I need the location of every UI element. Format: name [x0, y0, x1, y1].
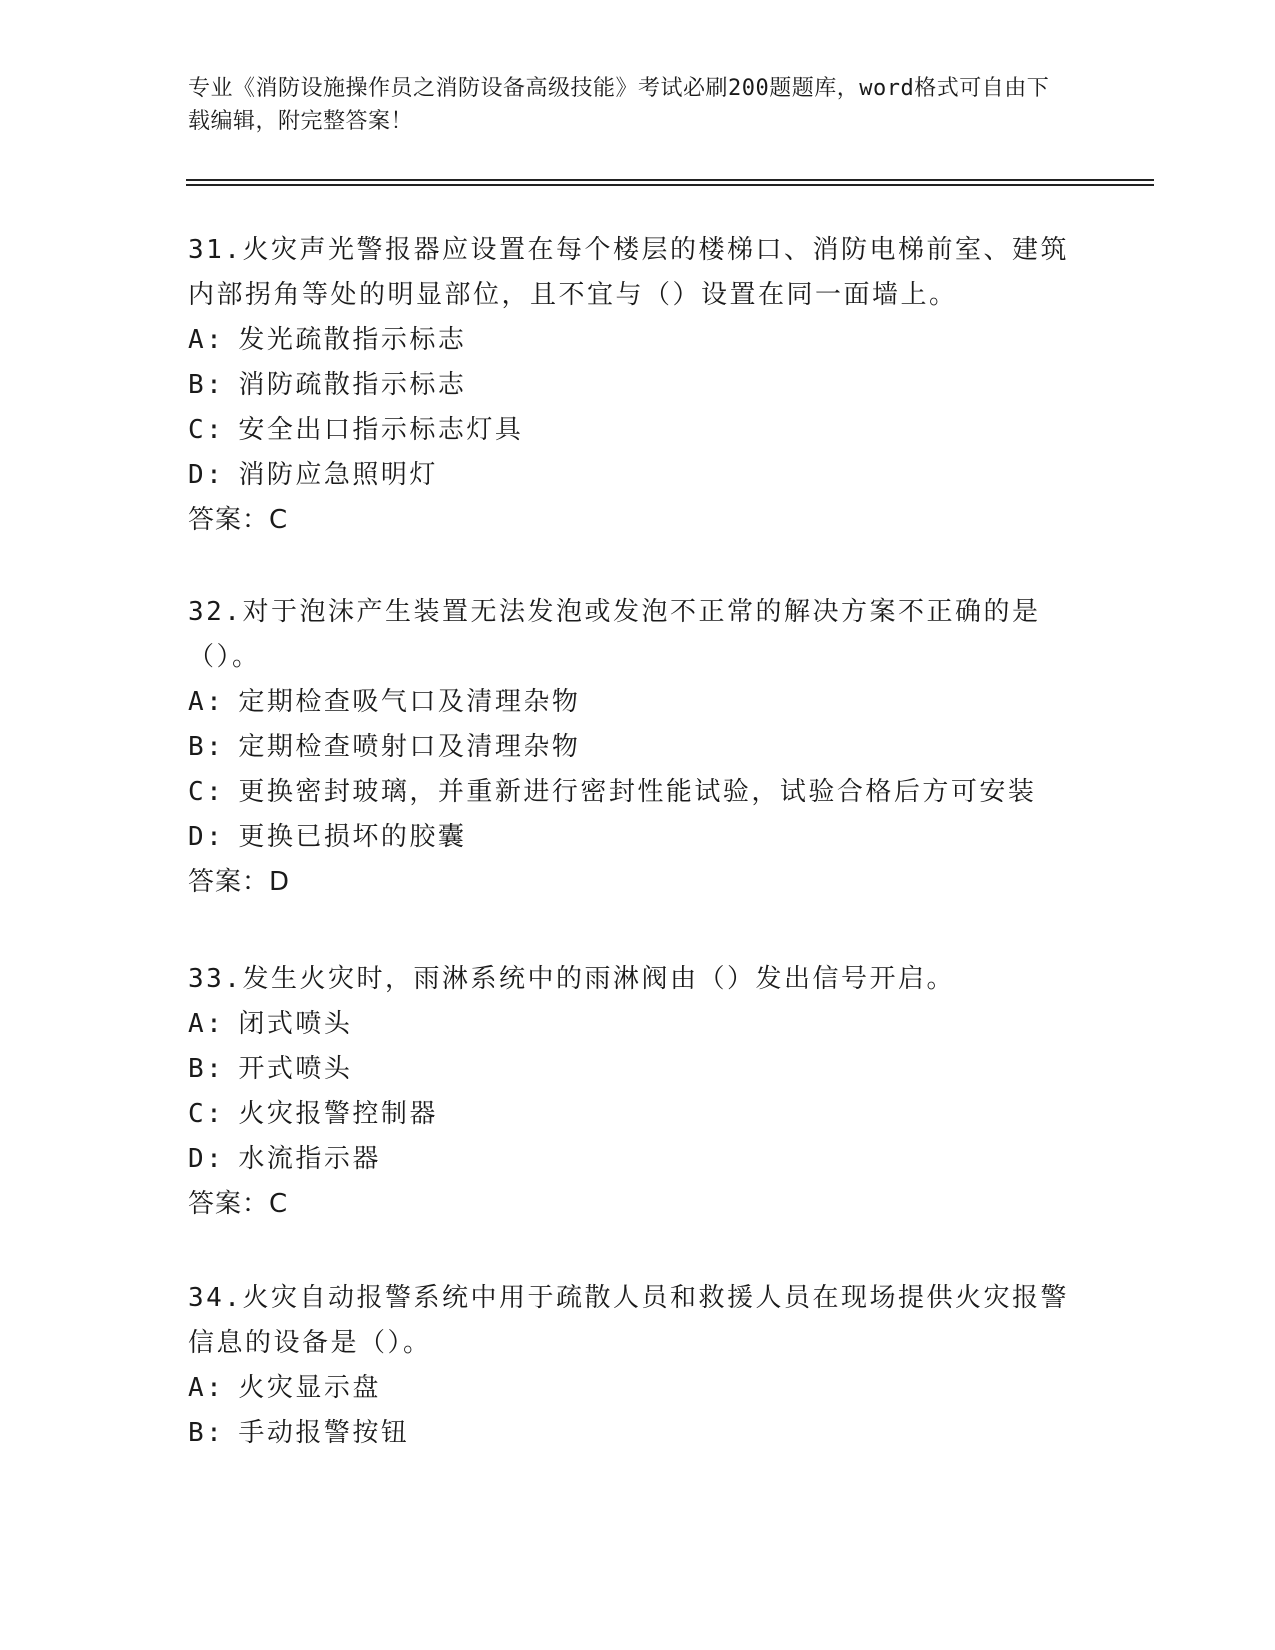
option-text: 更换已损坏的胶囊	[238, 822, 467, 852]
question-stem: 32.对于泡沫产生装置无法发泡或发泡不正常的解决方案不正确的是（）。	[188, 597, 1041, 672]
option-key: D:	[188, 822, 225, 852]
header-rule-bottom	[186, 184, 1154, 186]
answer: 答案：C	[188, 1189, 289, 1219]
option-d	[188, 453, 1088, 498]
option-text: 火灾显示盘	[238, 1373, 381, 1403]
option-text: 消防疏散指示标志	[238, 370, 467, 400]
option-text: 安全出口指示标志灯具	[238, 415, 524, 445]
question-stem: 33.发生火灾时，雨淋系统中的雨淋阀由（）发出信号开启。	[188, 964, 955, 994]
option-text: 水流指示器	[238, 1144, 381, 1174]
option-text: 闭式喷头	[238, 1009, 353, 1039]
option-text: 定期检查吸气口及清理杂物	[238, 687, 581, 717]
option-a	[188, 680, 1088, 725]
option-text: 火灾报警控制器	[238, 1099, 438, 1129]
option-b	[188, 725, 1088, 770]
answer: 答案：C	[188, 505, 289, 535]
option-a	[188, 1002, 1088, 1047]
option-text: 开式喷头	[238, 1054, 353, 1084]
option-key: D:	[188, 1144, 225, 1174]
option-key: D:	[188, 460, 225, 490]
option-key: B:	[188, 1054, 225, 1084]
option-key: A:	[188, 1009, 225, 1039]
header-rule-top	[186, 179, 1154, 181]
question-stem: 34.火灾自动报警系统中用于疏散人员和救援人员在现场提供火灾报警信息的设备是（）。	[188, 1283, 1069, 1358]
document-header: 专业《消防设施操作员之消防设备高级技能》考试必刷200题题库，word格式可自由下载编辑，附完整答案！	[188, 76, 1050, 134]
option-d	[188, 815, 1088, 860]
option-c	[188, 1092, 1088, 1137]
option-b	[188, 1411, 1088, 1456]
question-33	[188, 957, 1088, 1227]
option-key: B:	[188, 732, 225, 762]
option-text: 更换密封玻璃，并重新进行密封性能试验，试验合格后方可安装	[238, 777, 1037, 807]
option-text: 消防应急照明灯	[238, 460, 438, 490]
option-d	[188, 1137, 1088, 1182]
option-key: B:	[188, 1418, 225, 1448]
option-key: B:	[188, 370, 225, 400]
question-32	[188, 590, 1088, 905]
option-key: C:	[188, 1099, 225, 1129]
option-a	[188, 1366, 1088, 1411]
option-text: 定期检查喷射口及清理杂物	[238, 732, 581, 762]
answer: 答案：D	[188, 867, 291, 897]
option-b	[188, 1047, 1088, 1092]
option-c	[188, 770, 1088, 815]
question-34	[188, 1276, 1088, 1456]
option-b	[188, 363, 1088, 408]
option-c	[188, 408, 1088, 453]
option-a	[188, 318, 1088, 363]
option-key: A:	[188, 325, 225, 355]
option-key: C:	[188, 415, 225, 445]
option-text: 发光疏散指示标志	[238, 325, 467, 355]
option-text: 手动报警按钮	[238, 1418, 410, 1448]
question-31	[188, 228, 1088, 543]
option-key: A:	[188, 1373, 225, 1403]
option-key: A:	[188, 687, 225, 717]
option-key: C:	[188, 777, 225, 807]
question-stem: 31.火灾声光警报器应设置在每个楼层的楼梯口、消防电梯前室、建筑内部拐角等处的明显部位，且不宜与（）设置在同一面墙上。	[188, 235, 1069, 310]
